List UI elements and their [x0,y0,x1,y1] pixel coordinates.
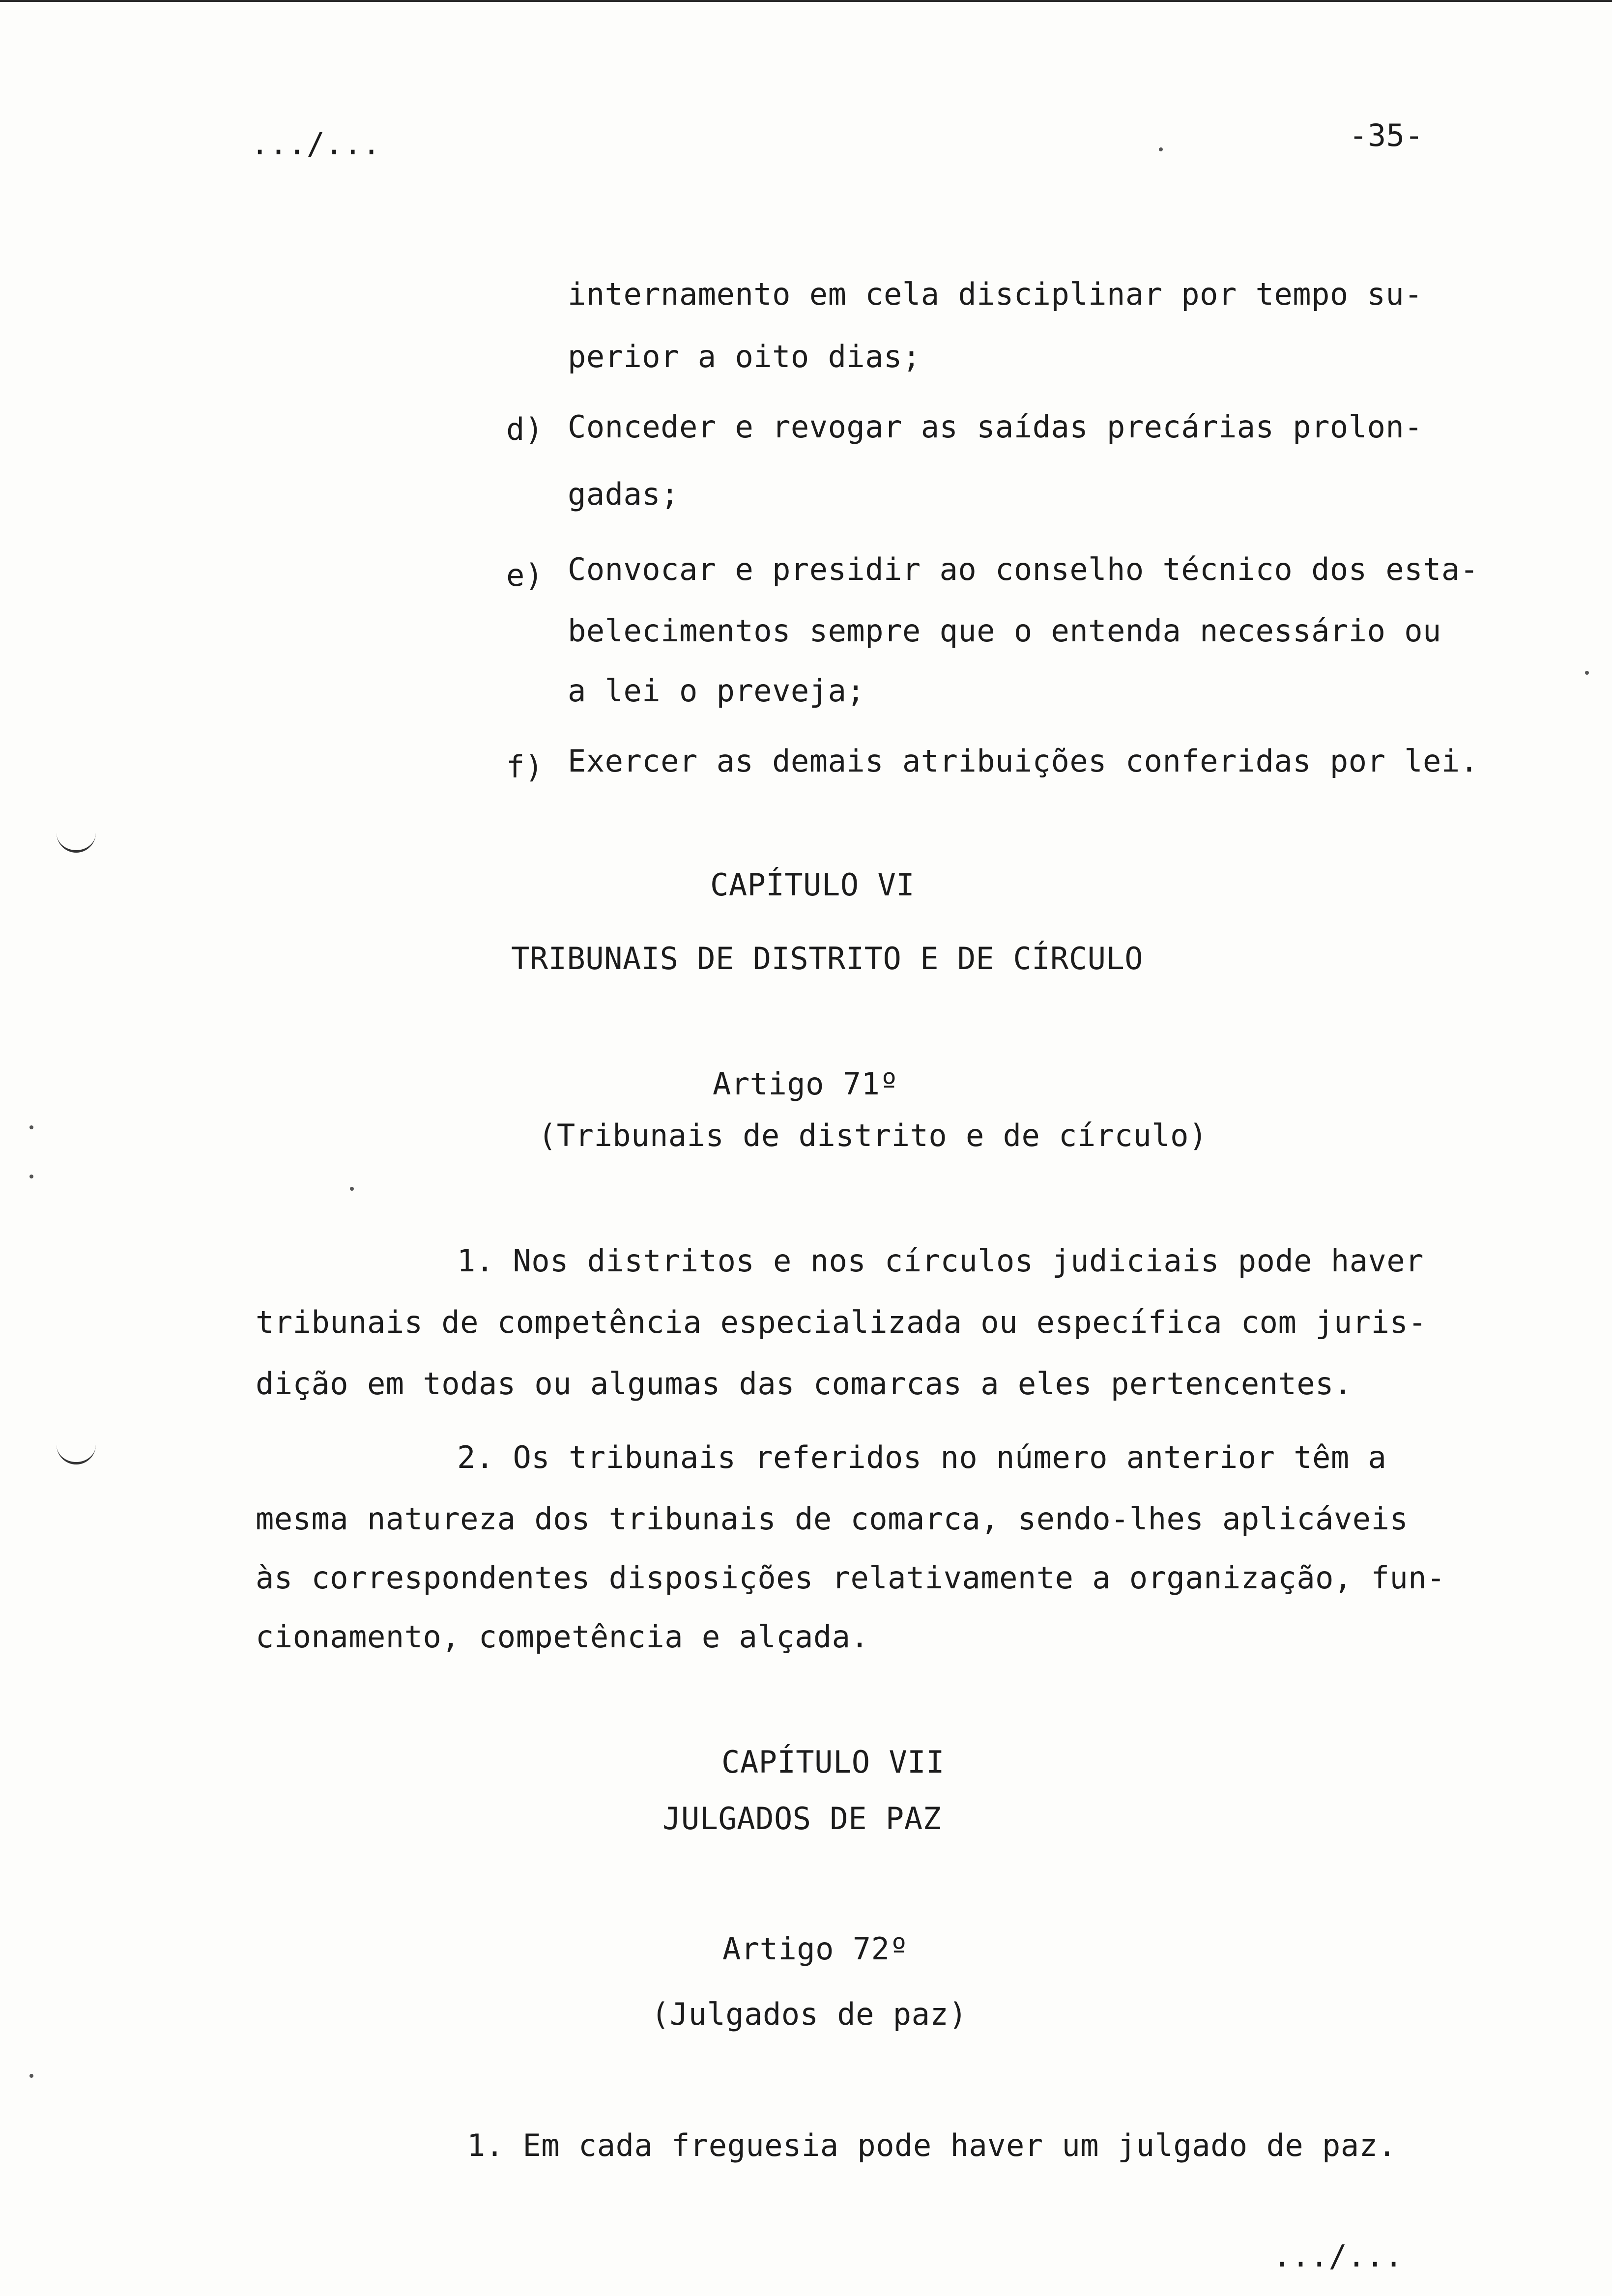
scan-mark [57,1442,96,1464]
paragraph-line: tribunais de competência especializada ou específica com juris- [256,1304,1427,1340]
list-item-label: e) [506,557,544,593]
article-subtitle: (Julgados de paz) [651,1996,968,2032]
chapter-title: TRIBUNAIS DE DISTRITO E DE CÍRCULO [511,941,1144,976]
paragraph-line: 1. Nos distritos e nos círculos judiciais pode haver [457,1243,1424,1279]
chapter-heading: CAPÍTULO VI [710,867,915,903]
footer-continuation-mark: .../... [1273,2238,1403,2274]
article-heading: Artigo 72º [722,1931,909,1967]
scan-speck [1159,147,1163,151]
scan-speck [29,1125,33,1129]
paragraph-line: 2. Os tribunais referidos no número anterior têm a [457,1439,1387,1475]
list-item-line: gadas; [568,476,679,512]
article-subtitle: (Tribunais de distrito e de círculo) [538,1118,1208,1153]
list-item-label: f) [506,749,544,785]
list-item-label: d) [506,411,544,447]
scan-speck [29,1175,33,1178]
paragraph-line: dição em todas ou algumas das comarcas a eles pertencentes. [256,1366,1353,1402]
chapter-title: JULGADOS DE PAZ [662,1801,942,1837]
paragraph-line: mesma natureza dos tribunais de comarca, sendo-lhes aplicáveis [256,1501,1409,1537]
top-border-line [0,0,1612,2]
paragraph-line: às correspondentes disposições relativamente a organização, fun- [256,1560,1445,1596]
scan-mark [57,831,96,853]
scan-speck [350,1187,354,1191]
header-continuation-mark: .../... [251,126,381,162]
list-item-line: a lei o preveja; [568,673,865,709]
list-item-line: belecimentos sempre que o entenda necessário ou [568,613,1441,649]
scan-speck [29,2074,33,2078]
chapter-heading: CAPÍTULO VII [721,1744,945,1780]
list-item-line: Exercer as demais atribuições conferidas por lei. [568,743,1479,779]
list-continuation-line: perior a oito dias; [568,339,921,374]
paragraph-line: 1. Em cada freguesia pode haver um julgado de paz. [467,2127,1397,2163]
scan-speck [1585,671,1589,675]
list-item-line: Conceder e revogar as saídas precárias prolon- [568,409,1423,445]
paragraph-line: cionamento, competência e alçada. [256,1619,869,1655]
page-number: -35- [1349,117,1424,153]
list-continuation-line: internamento em cela disciplinar por tempo su- [568,276,1423,312]
article-heading: Artigo 71º [713,1066,899,1102]
list-item-line: Convocar e presidir ao conselho técnico dos esta- [568,551,1479,587]
